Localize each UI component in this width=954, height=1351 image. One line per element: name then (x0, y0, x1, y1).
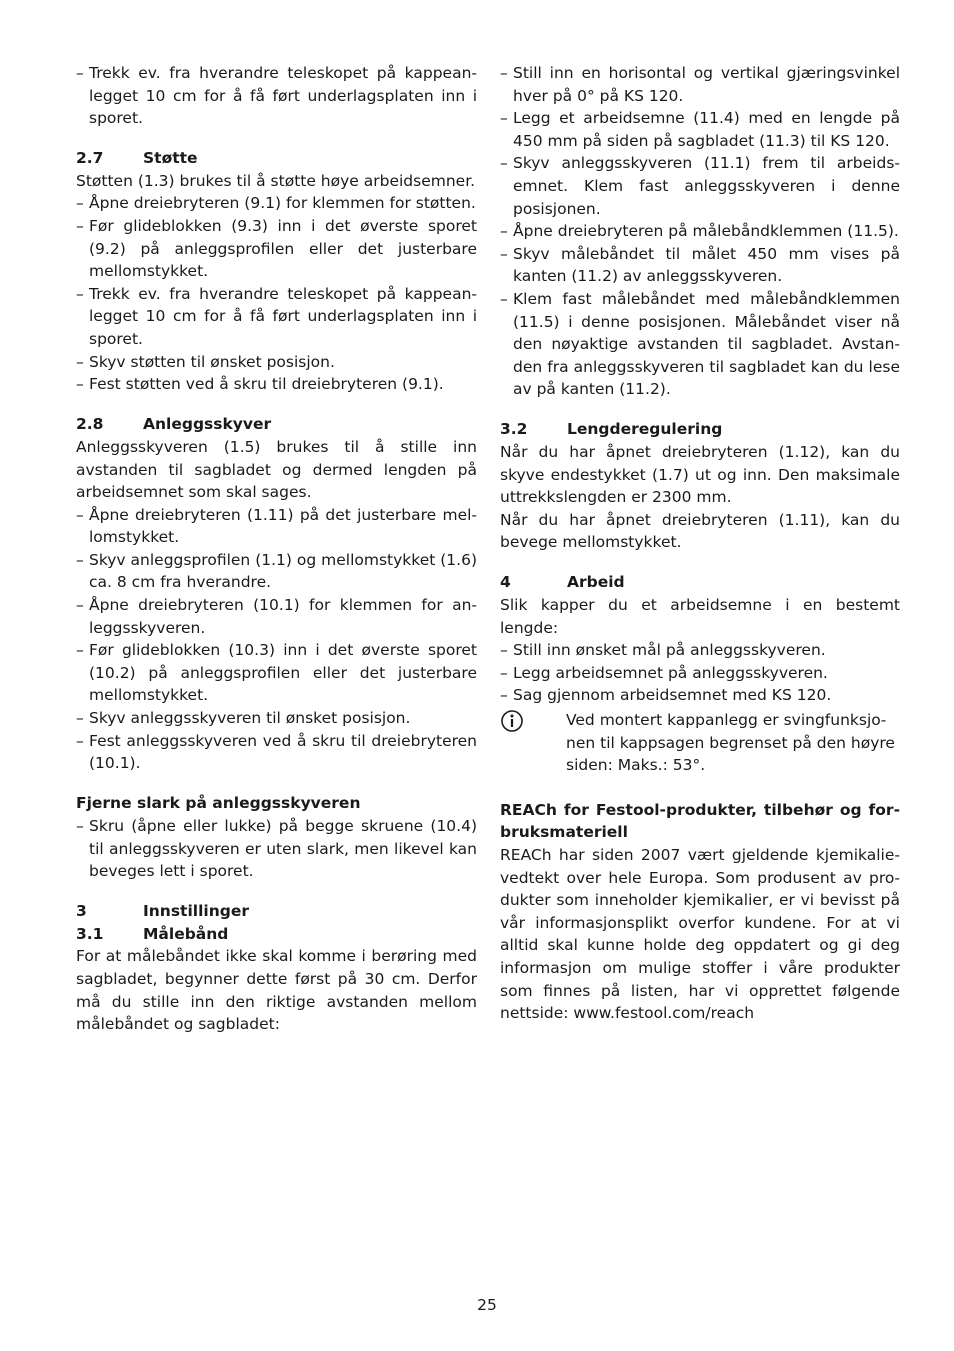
list-item: – Skyv anleggsskyveren til ønsket posisjon. (76, 709, 411, 728)
list-item: – Legg arbeidsemnet på anleggsskyveren. (500, 663, 828, 682)
list-item: – Sag gjennom arbeidsemnet med KS 120. (500, 686, 832, 705)
section-heading-2-7: 2.7 Støtte (76, 149, 198, 168)
section-heading-2-8: 2.8 Anleggsskyver (76, 415, 272, 434)
list-item: – Åpne dreiebryteren (10.1) for klemmen for anleggsskyveren. (76, 596, 477, 637)
info-note (500, 709, 900, 777)
section-heading-reach: REACh for Festool-produkter, tilbehør og forbruksmateriell (500, 800, 900, 842)
paragraph: Når du har åpnet dreiebryteren (1.12), kan du skyve endestykket (1.7) ut og inn. Den maksimale uttrekkslengden er 2300 mm. (500, 443, 900, 507)
section-heading-slark: Fjerne slark på anleggsskyveren (76, 794, 361, 813)
list-item: – Klem fast målebåndet med målebåndklemmen (11.5) i denne posisjonen. Målebåndet viser nå den nøyaktige avstanden til sagbladet. Avstanden fra anleggsskyveren til sagbladet kan du lese av på kanten (11.2). (500, 289, 900, 399)
list-item: – Still inn en horisontal og vertikal gjæringsvinkel hver på 0° på KS 120. (500, 64, 900, 105)
list-item: – Før glideblokken (9.3) inn i det øverste sporet (9.2) på anleggsprofilen eller det justerbare mellomstykket. (76, 217, 477, 281)
list-item: – Skyv støtten til ønsket posisjon. (76, 352, 335, 371)
info-icon (500, 709, 566, 777)
paragraph: Anleggsskyveren (1.5) brukes til å stille inn avstanden til sagbladet og dermed lengden på arbeidsemnet som skal sages. (76, 437, 477, 502)
page-number: 25 (477, 1296, 497, 1314)
paragraph: Når du har åpnet dreiebryteren (1.11), kan du bevege mellomstykket. (500, 510, 900, 552)
list-item: – Åpne dreiebryteren (9.1) for klemmen for støtten. (76, 194, 476, 213)
list-item: – Legg et arbeidsemne (11.4) med en lengde på 450 mm på siden på sagbladet (11.3) til KS 120. (500, 109, 900, 150)
list-item (76, 62, 477, 130)
list-item: – Trekk ev. fra hverandre teleskopet på kappeanlegget 10 cm for å få ført underlagsplaten inn i sporet. (76, 284, 477, 349)
list-item: – Skyv målebåndet til målet 450 mm vises på kanten (11.2) av anleggsskyveren. (500, 244, 900, 286)
paragraph: Slik kapper du et arbeidsemne i en bestemt lengde: (500, 596, 900, 637)
section-heading-3: 3 Innstillinger (76, 902, 250, 921)
section-heading-4: 4 Arbeid (500, 573, 625, 592)
section-heading-3-1: 3.1 Målebånd (76, 924, 229, 943)
left-column (76, 62, 477, 1036)
right-column (500, 62, 900, 1025)
list-item: – Åpne dreiebryteren på målebåndklemmen (11.5). (500, 222, 899, 241)
list-item-text: Trekk ev. fra hverandre teleskopet på kappeanlegget 10 cm for å få ført underlagsplaten inn i sporet. (89, 64, 477, 128)
paragraph: For at målebåndet ikke skal komme i berøring med sagbladet, begynner dette først på 30 cm. Derfor må du stille inn den riktige avstanden mellom målebåndet og sagbladet: (76, 947, 477, 1034)
list-item: – Skru (åpne eller lukke) på begge skruene (10.4) til anleggsskyveren er uten slark, men likevel kan beveges lett i sporet. (76, 816, 477, 881)
list-item: – Fest anleggsskyveren ved å skru til dreiebryteren (10.1). (76, 731, 477, 773)
list-item: – Åpne dreiebryteren (1.11) på det justerbare mellomstykket. (76, 505, 477, 547)
list-item: – Skyv anleggsprofilen (1.1) og mellomstykket (1.6) ca. 8 cm fra hverandre. (76, 550, 477, 592)
paragraph: REACh har siden 2007 vært gjeldende kjemikalievedtekt over hele Europa. Som produsent av produkter som inneholder kjemikalier, er vi bevisst på vår informasjonsplikt overfor kundene. For at vi alltid skal kunne holde deg oppdatert og gi deg informasjon om mulige stoffer i våre produkter som finnes på listen, har vi opprettet følgende nettside: www.festool.com/reach (500, 846, 900, 1023)
list-item: – Skyv anleggsskyveren (11.1) frem til arbeidsemnet. Klem fast anleggsskyveren i denne posisjonen. (500, 154, 900, 218)
section-heading-3-2: 3.2 Lengderegulering (500, 420, 723, 439)
list-item: – Fest støtten ved å skru til dreiebryteren (9.1). (76, 375, 444, 394)
paragraph: Støtten (1.3) brukes til å støtte høye arbeidsemner. (76, 171, 476, 190)
list-item: – Før glideblokken (10.3) inn i det øverste sporet (10.2) på anleggsprofilen eller det justerbare mellomstykket. (76, 641, 477, 705)
list-item: – Still inn ønsket mål på anleggsskyveren. (500, 641, 826, 660)
note-text: Ved montert kappanlegg er svingfunksjonen til kappsagen begrenset på den høyre siden: Maks.: 53°. (566, 711, 895, 775)
list-dash: – (76, 64, 84, 82)
